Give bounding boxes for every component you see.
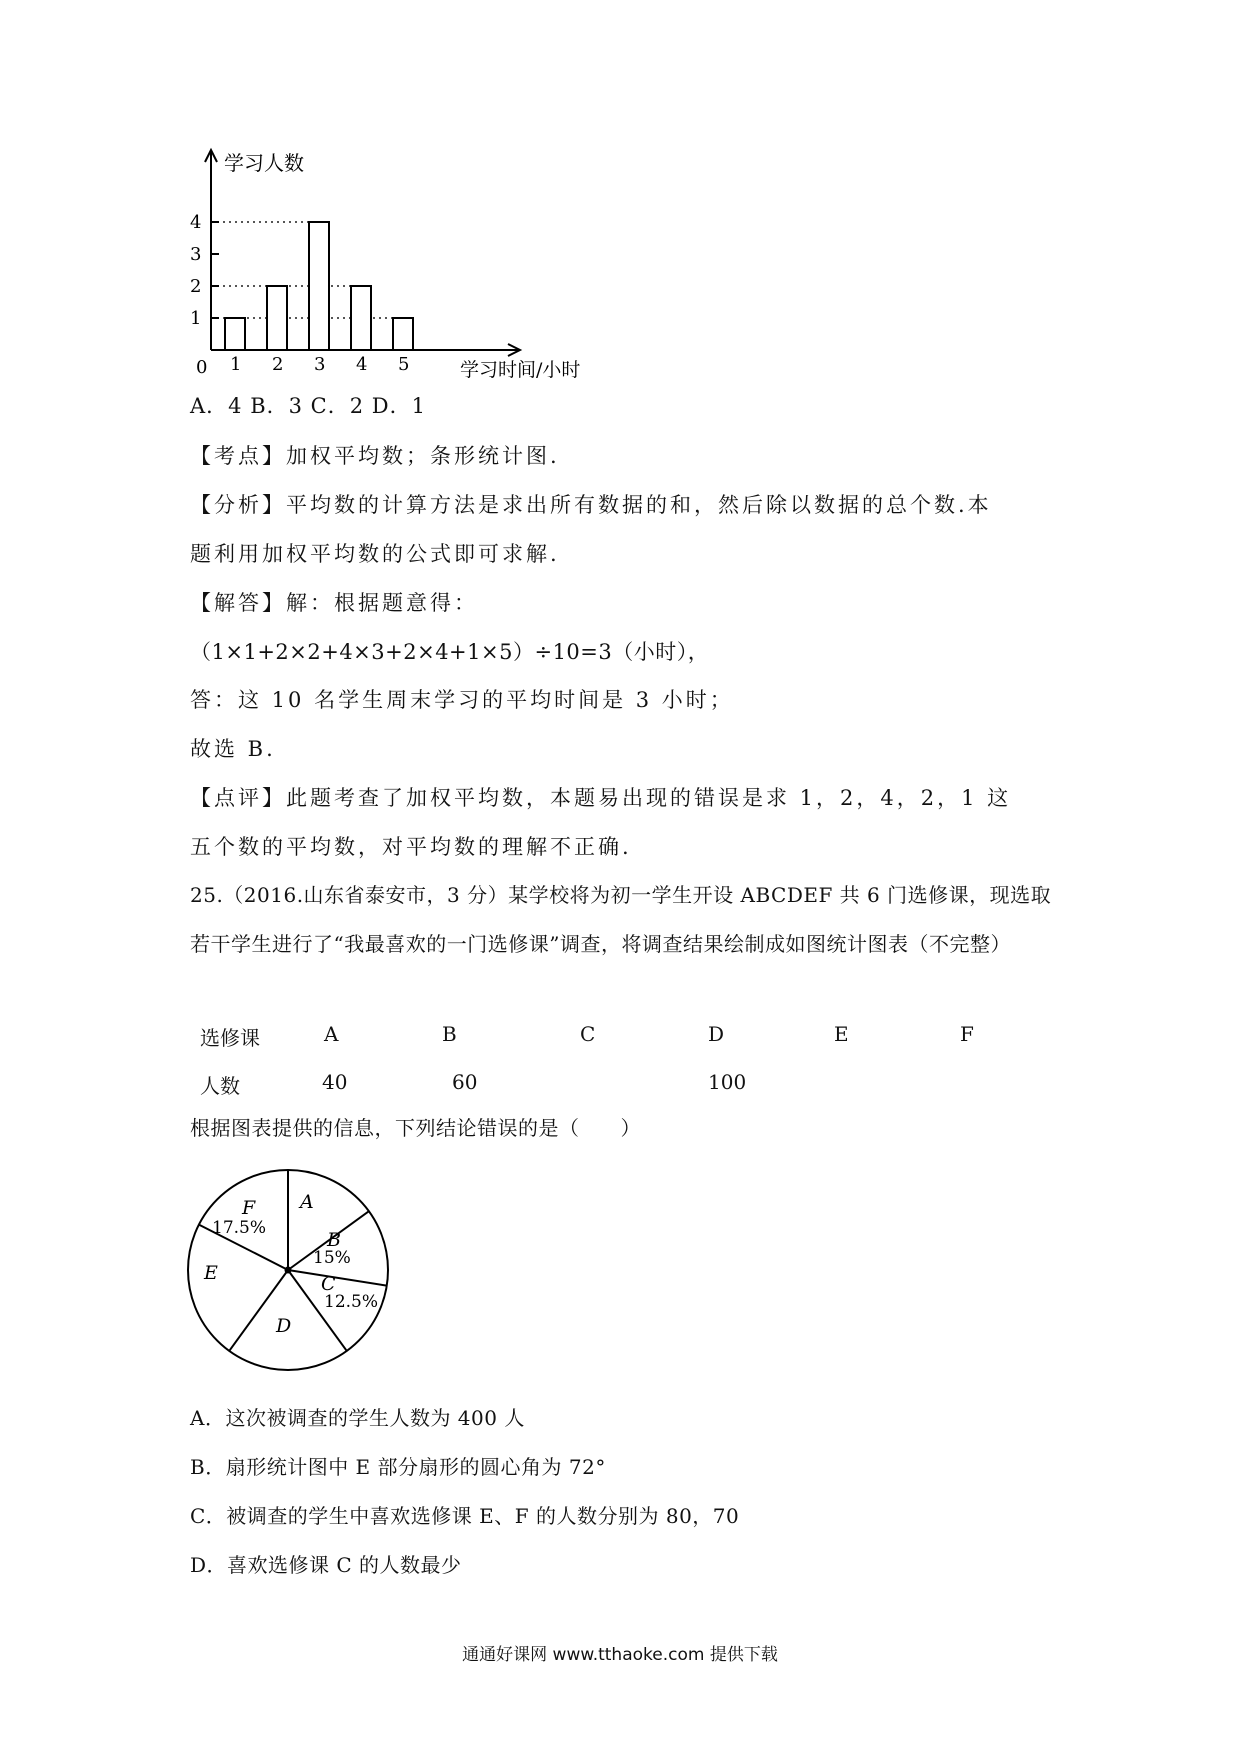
bar-3: [309, 222, 329, 350]
page-footer: 通通好课网 www.tthaoke.com 提供下载: [462, 1645, 778, 1665]
pie-percent-f: 17.5%: [212, 1218, 267, 1238]
table-row-label: 人数: [200, 1074, 240, 1098]
table-header-f: F: [960, 1022, 974, 1046]
q24-fenxi-1: 【分析】平均数的计算方法是求出所有数据的和，然后除以数据的总个数.本: [190, 493, 992, 517]
table-header-label: 选修课: [200, 1026, 260, 1050]
y-axis-title: 学习人数: [224, 151, 304, 175]
table-header-e: E: [834, 1022, 849, 1046]
table-count-d: 100: [708, 1070, 747, 1094]
q24-jieda: 【解答】解：根据题意得：: [190, 591, 478, 615]
q24-answer: 答：这 10 名学生周末学习的平均时间是 3 小时；: [190, 688, 734, 712]
table-header-b: B: [442, 1022, 457, 1046]
q24-dianping-2: 五个数的平均数，对平均数的理解不正确.: [190, 835, 632, 859]
bar-4: [351, 286, 371, 350]
q25-option-c: C．被调查的学生中喜欢选修课 E、F 的人数分别为 80，70: [190, 1504, 740, 1528]
bar-1: [225, 318, 245, 350]
y-tick-1: 1: [190, 308, 202, 329]
pie-label-d: D: [276, 1315, 292, 1337]
q25-stem-2: 若干学生进行了“我最喜欢的一门选修课”调查，将调查结果绘制成如图统计图表（不完整）: [190, 932, 1011, 956]
q24-options: A．4 B．3 C．2 D．1: [190, 394, 426, 418]
pie-percent-b: 15%: [313, 1248, 351, 1268]
q25-question: 根据图表提供的信息，下列结论错误的是（ ）: [190, 1116, 641, 1140]
q24-choice: 故选 B.: [190, 737, 276, 761]
bar-chart: [190, 140, 610, 380]
pie-divider-4: [229, 1270, 288, 1351]
q24-fenxi-2: 题利用加权平均数的公式即可求解.: [190, 542, 560, 566]
q24-kaodian: 【考点】加权平均数；条形统计图.: [190, 444, 560, 468]
table-header-d: D: [708, 1022, 725, 1046]
bar-5: [393, 318, 413, 350]
pie-label-e: E: [204, 1262, 218, 1284]
table-header-c: C: [580, 1022, 596, 1046]
bar-2: [267, 286, 287, 350]
x-tick-2: 2: [272, 354, 284, 375]
origin-label: 0: [196, 357, 208, 378]
q25-option-a: A．这次被调查的学生人数为 400 人: [190, 1406, 525, 1430]
y-tick-4: 4: [190, 212, 202, 233]
table-count-b: 60: [452, 1070, 478, 1094]
q25-option-d: D．喜欢选修课 C 的人数最少: [190, 1553, 462, 1577]
q25-stem-1: 25.（2016.山东省泰安市，3 分）某学校将为初一学生开设 ABCDEF 共 6 门选修课，现选取: [190, 883, 1052, 907]
pie-label-f: F: [242, 1197, 256, 1219]
x-axis-title: 学习时间/小时: [460, 359, 581, 380]
q24-formula: （1×1+2×2+4×3+2×4+1×5）÷10=3（小时），: [190, 640, 710, 664]
pie-percent-c: 12.5%: [324, 1292, 379, 1312]
table-header-a: A: [324, 1022, 339, 1046]
x-tick-3: 3: [314, 354, 326, 375]
x-tick-5: 5: [398, 354, 410, 375]
pie-center-dot: [285, 1267, 292, 1274]
q25-option-b: B．扇形统计图中 E 部分扇形的圆心角为 72°: [190, 1455, 606, 1479]
q24-dianping-1: 【点评】此题考查了加权平均数，本题易出现的错误是求 1，2，4，2，1 这: [190, 786, 1012, 810]
table-count-a: 40: [322, 1070, 348, 1094]
y-tick-2: 2: [190, 276, 202, 297]
pie-divider-2: [288, 1270, 387, 1286]
pie-label-b: B: [327, 1229, 341, 1251]
pie-label-a: A: [300, 1191, 314, 1213]
pie-chart: [180, 1160, 420, 1380]
x-tick-1: 1: [230, 354, 242, 375]
pie-label-c: C: [321, 1273, 336, 1295]
x-tick-4: 4: [356, 354, 368, 375]
y-tick-3: 3: [190, 244, 202, 265]
